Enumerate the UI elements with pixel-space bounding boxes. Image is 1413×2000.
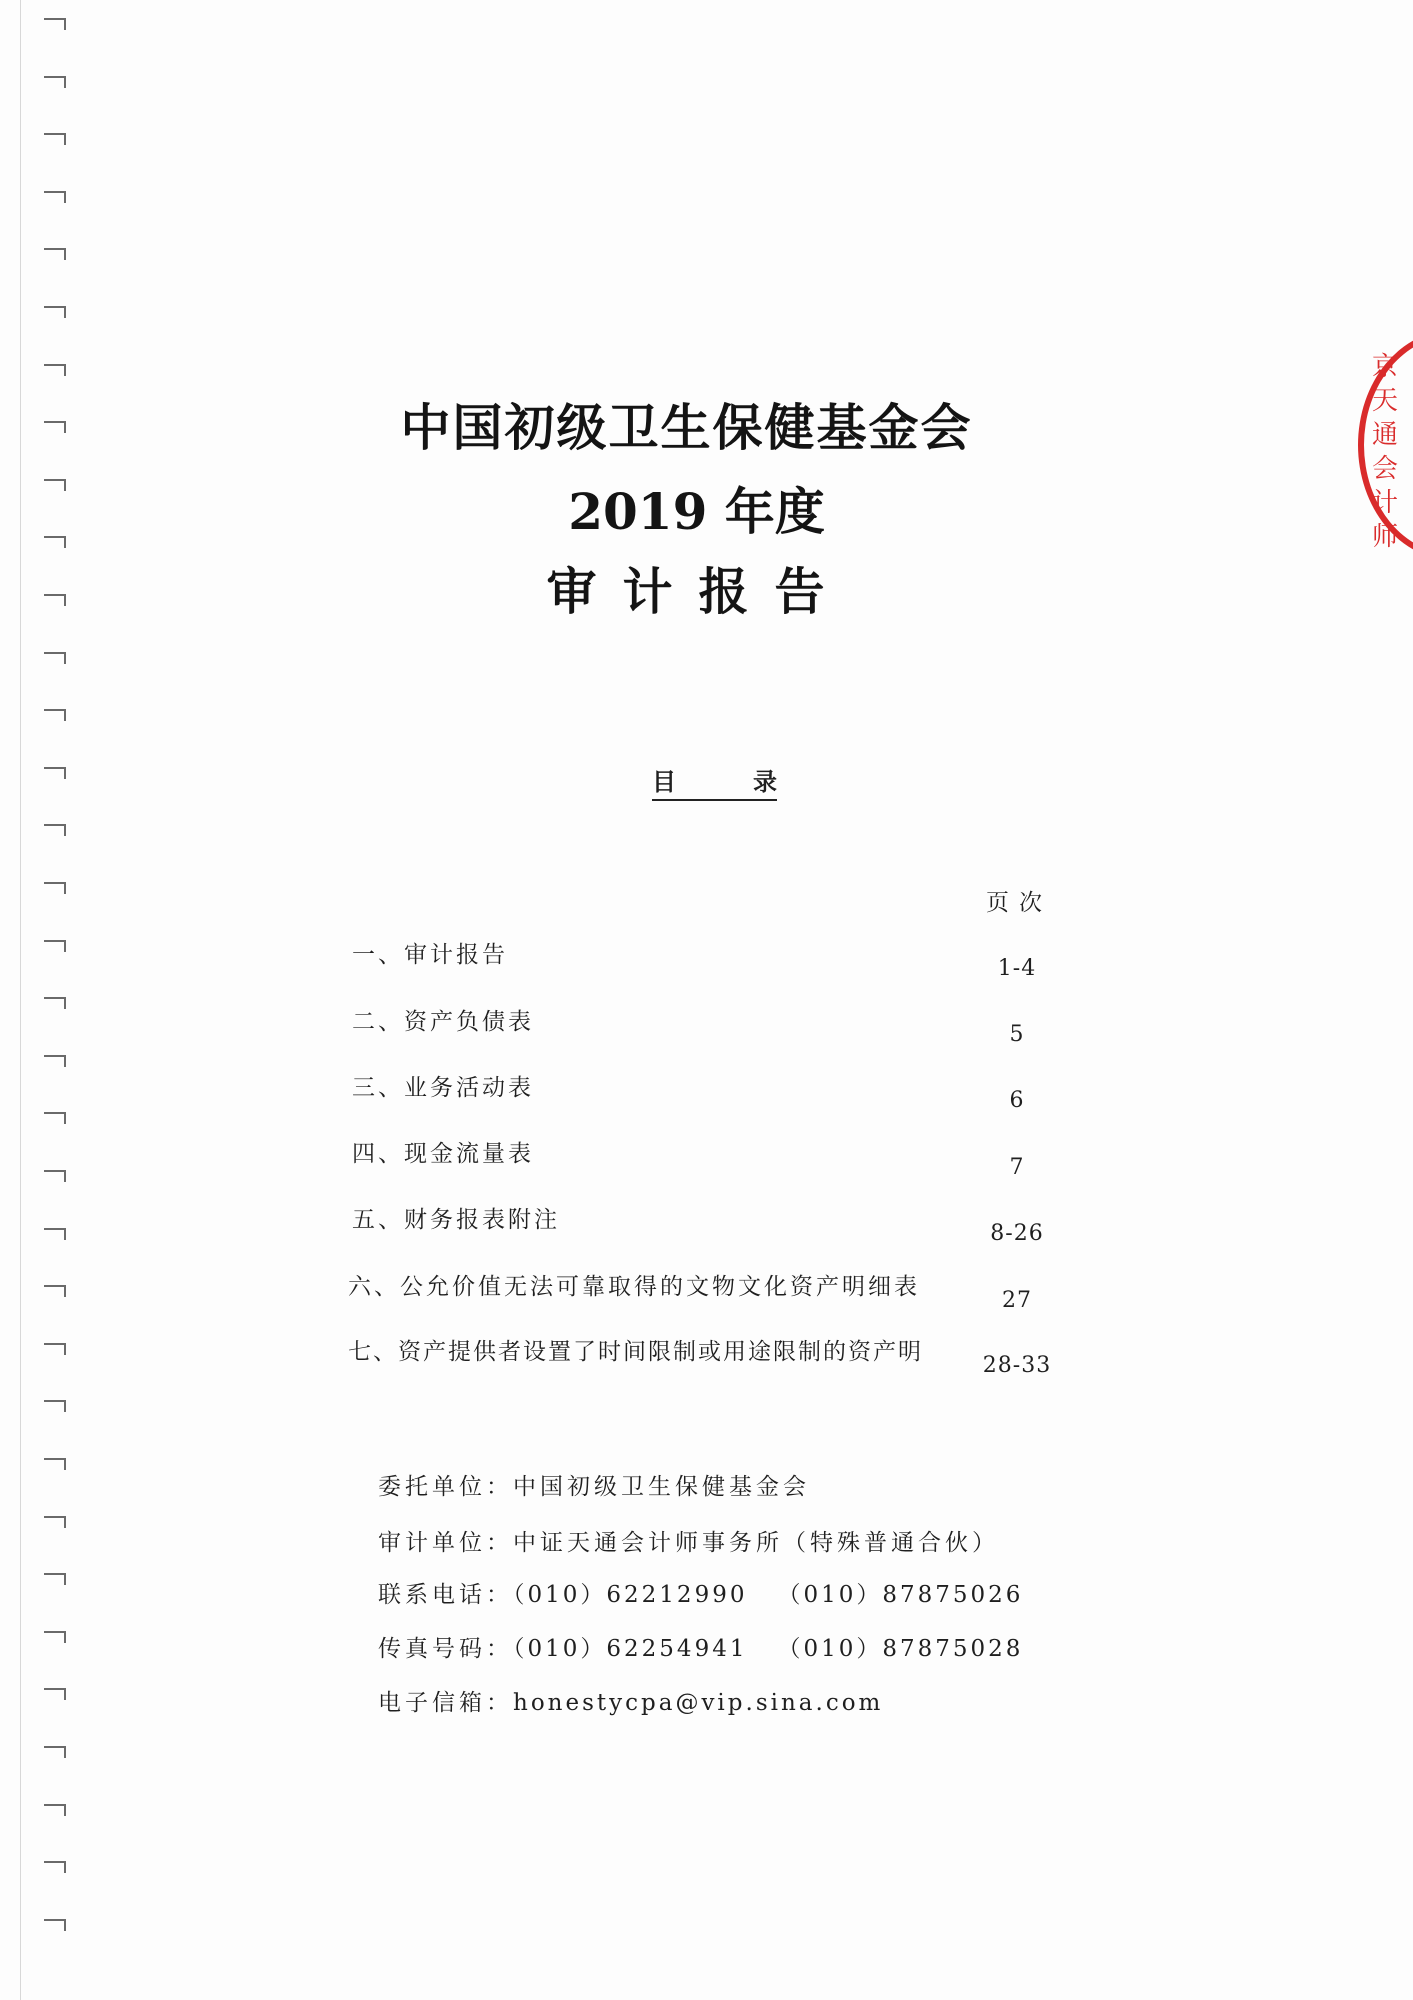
binding-mark: [44, 1228, 66, 1240]
binding-mark: [44, 248, 66, 260]
binding-mark: [44, 940, 66, 952]
phone-line: [378, 1576, 1023, 1609]
client-value: 中国初级卫生保健基金会: [513, 1474, 810, 1500]
report-title: 审计报告: [546, 563, 851, 621]
binding-mark: [44, 191, 66, 203]
toc-item-page: 7: [1009, 1155, 1025, 1180]
phone-number-1: （010）62212990: [513, 1582, 748, 1608]
binding-mark: [44, 1458, 66, 1470]
binding-mark: [44, 18, 66, 30]
fax-number-1: （010）62254941: [513, 1636, 748, 1662]
binding-mark: [44, 882, 66, 894]
seal-text: 京天通会计师: [1372, 352, 1399, 552]
email-label: 电子信箱：: [378, 1690, 513, 1716]
auditor-value: 中证天通会计师事务所（特殊普通合伙）: [513, 1530, 999, 1556]
toc-item-page: 6: [1009, 1088, 1025, 1113]
toc-item-label: 四、现金流量表: [352, 1141, 534, 1167]
toc-item-label: 二、资产负债表: [352, 1009, 534, 1035]
toc-item-page: 5: [1009, 1022, 1025, 1047]
client-label: 委托单位：: [378, 1474, 513, 1500]
fax-label: 传真号码：: [378, 1636, 513, 1662]
org-title: 中国初级卫生保健基金会: [400, 399, 973, 457]
binding-mark: [44, 1400, 66, 1412]
phone-number-2: （010）87875026: [777, 1582, 1024, 1608]
binding-mark: [44, 767, 66, 779]
binding-mark: [44, 133, 66, 145]
auditor-line: [378, 1524, 999, 1557]
toc-item-label: 五、财务报表附注: [352, 1207, 560, 1233]
binding-mark: [44, 1688, 66, 1700]
binding-mark: [44, 1343, 66, 1355]
phone-label: 联系电话：: [378, 1582, 513, 1608]
fax-line: [378, 1630, 1023, 1663]
toc-item-page: 28-33: [982, 1353, 1052, 1378]
binding-mark: [44, 1746, 66, 1758]
page-column-label: 页次: [986, 890, 1052, 916]
binding-mark: [44, 652, 66, 664]
client-line: [378, 1468, 810, 1501]
binding-mark: [44, 1055, 66, 1067]
binding-mark: [44, 709, 66, 721]
toc-item-label: 一、审计报告: [352, 942, 508, 968]
binding-mark: [44, 1861, 66, 1873]
binding-mark: [44, 1631, 66, 1643]
binding-mark: [44, 1285, 66, 1297]
report-year: 2019 年度: [568, 482, 825, 541]
toc-item-label: 三、业务活动表: [352, 1075, 534, 1101]
toc-heading: [652, 762, 777, 801]
toc-heading-right: 录: [753, 768, 777, 796]
toc-heading-left: 目: [652, 768, 676, 796]
toc-item-page: 1-4: [997, 956, 1037, 981]
email-value: honestycpa@vip.sina.com: [513, 1690, 884, 1716]
email-line: [378, 1684, 883, 1717]
toc-item-label: 六、公允价值无法可靠取得的文物文化资产明细表: [348, 1274, 920, 1300]
binding-mark: [44, 1804, 66, 1816]
binding-mark: [44, 1919, 66, 1931]
binding-mark: [44, 1516, 66, 1528]
binding-mark: [44, 1170, 66, 1182]
fax-number-2: （010）87875028: [777, 1636, 1024, 1662]
binding-mark: [44, 997, 66, 1009]
binding-mark: [44, 364, 66, 376]
toc-item-page: 27: [1002, 1288, 1032, 1313]
page-edge-line: [20, 0, 21, 2000]
binding-marks: [44, 10, 84, 1980]
binding-mark: [44, 76, 66, 88]
auditor-label: 审计单位：: [378, 1530, 513, 1556]
binding-mark: [44, 824, 66, 836]
binding-mark: [44, 1112, 66, 1124]
toc-item-page: 8-26: [990, 1221, 1044, 1246]
toc-item-label: 七、资产提供者设置了时间限制或用途限制的资产明: [348, 1339, 923, 1365]
binding-mark: [44, 1573, 66, 1585]
binding-mark: [44, 306, 66, 318]
